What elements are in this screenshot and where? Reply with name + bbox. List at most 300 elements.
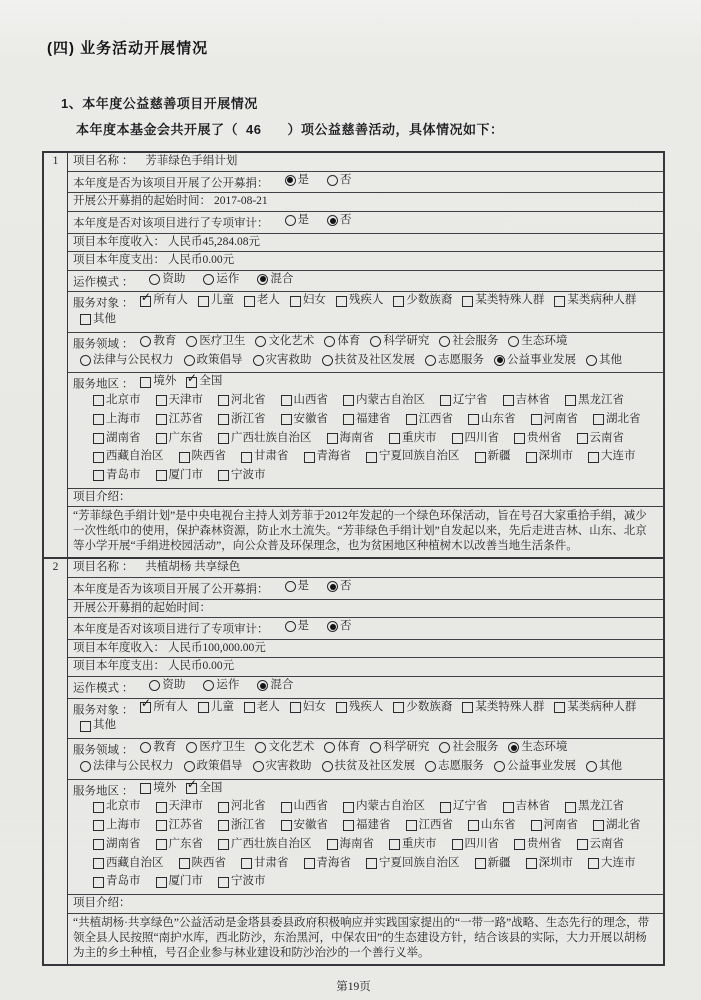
province-option-label: 贵州省 <box>527 837 562 850</box>
radio-icon <box>257 680 268 691</box>
service-field-option[interactable] <box>494 759 576 775</box>
province-option[interactable] <box>304 449 352 465</box>
intro-label: 项目介绍： <box>73 897 131 909</box>
fundraising-start-row <box>68 193 663 212</box>
province-option[interactable] <box>281 799 329 815</box>
province-option[interactable] <box>389 837 437 853</box>
checkbox-icon <box>179 858 190 869</box>
service-target-option-label: 某类病种人群 <box>567 700 637 713</box>
province-option-label: 青岛市 <box>106 875 141 888</box>
province-option-label: 江西省 <box>418 412 453 425</box>
service-target-option-label: 某类病种人群 <box>567 294 637 307</box>
service-target-option-label: 残疾人 <box>348 700 384 713</box>
checkbox-icon <box>93 839 104 850</box>
checkbox-icon <box>343 414 354 425</box>
service-field-option[interactable] <box>508 334 567 350</box>
province-option[interactable] <box>93 449 164 465</box>
service-target-option[interactable] <box>244 700 280 716</box>
service-target-row <box>68 695 663 740</box>
province-option[interactable] <box>327 837 375 853</box>
service-field-option[interactable] <box>186 334 245 350</box>
province-option-label: 北京市 <box>106 394 141 406</box>
service-field-option[interactable] <box>586 353 622 369</box>
province-option-label: 北京市 <box>106 800 141 813</box>
province-option[interactable] <box>156 412 204 428</box>
checkbox-icon <box>389 839 400 850</box>
service-field-option[interactable] <box>439 740 498 756</box>
service-field-option-label: 扶贫及社区发展 <box>334 353 415 366</box>
radio-icon <box>324 742 335 753</box>
province-option[interactable] <box>156 818 204 834</box>
checkbox-icon <box>140 377 151 388</box>
province-option[interactable] <box>514 837 562 853</box>
service-target-option[interactable] <box>198 700 234 716</box>
radio-icon <box>425 761 436 772</box>
service-target-option[interactable] <box>462 293 544 309</box>
expense-row <box>68 252 663 271</box>
province-option[interactable] <box>468 818 516 834</box>
special-audit-option[interactable] <box>327 619 352 635</box>
service-field-option[interactable] <box>80 353 174 369</box>
province-option-label: 上海市 <box>106 819 141 831</box>
province-option[interactable] <box>156 393 204 409</box>
province-option-label: 湖南省 <box>106 431 141 444</box>
summary-line <box>76 119 701 138</box>
province-option[interactable] <box>593 818 641 834</box>
service-field-option-label: 灾害救助 <box>265 353 312 366</box>
province-option-label: 山西省 <box>293 394 328 406</box>
radio-icon <box>370 742 381 753</box>
checkbox-icon <box>336 702 347 713</box>
province-option-label: 安徽省 <box>293 819 328 831</box>
operation-mode-label: 运作模式 ： <box>73 682 134 694</box>
service-field-option[interactable] <box>322 353 416 369</box>
province-option[interactable] <box>503 799 551 815</box>
service-area-option[interactable] <box>186 776 223 797</box>
checkbox-icon <box>440 802 451 813</box>
province-option[interactable] <box>156 468 204 484</box>
checkbox-icon <box>468 414 479 425</box>
service-field-option[interactable] <box>80 759 174 775</box>
province-option-label: 甘肃省 <box>254 450 289 463</box>
service-area-line <box>73 776 658 800</box>
service-field-option[interactable] <box>425 353 484 369</box>
service-field-option[interactable] <box>324 740 360 756</box>
fundraising-start-row <box>68 600 663 619</box>
special-audit-option-label: 是 <box>297 213 309 226</box>
province-option-label: 福建省 <box>356 412 391 425</box>
service-field-option[interactable] <box>370 740 429 756</box>
province-option[interactable] <box>218 412 266 428</box>
checkbox-icon <box>281 414 292 425</box>
checkbox-icon <box>452 433 463 444</box>
checkbox-icon <box>140 783 151 794</box>
checkbox-icon <box>577 433 588 444</box>
province-option[interactable] <box>531 412 579 428</box>
service-area-option-label: 境外 <box>153 375 177 388</box>
province-option-label: 浙江省 <box>231 412 266 425</box>
province-option-label: 云南省 <box>589 431 624 444</box>
service-field-option-label: 志愿服务 <box>438 759 484 772</box>
checkbox-icon <box>565 395 576 406</box>
radio-icon <box>149 680 160 691</box>
service-field-option-label: 社会服务 <box>452 334 499 347</box>
service-field-option[interactable] <box>508 740 567 756</box>
public-fundraising-option[interactable] <box>327 579 352 595</box>
province-option-label: 河北省 <box>231 800 266 813</box>
province-options <box>73 393 658 487</box>
province-option[interactable] <box>503 393 551 409</box>
service-target-row <box>68 289 663 333</box>
province-option-label: 广东省 <box>168 837 203 850</box>
checkbox-icon <box>93 395 104 406</box>
service-target-option[interactable] <box>336 700 384 716</box>
province-option[interactable] <box>218 799 266 815</box>
service-target-option[interactable] <box>198 293 234 309</box>
province-option[interactable] <box>475 856 511 872</box>
special-audit-options <box>269 213 354 229</box>
checkbox-icon <box>186 776 197 794</box>
service-area-option[interactable] <box>186 370 223 390</box>
service-target-option-label: 少数族裔 <box>406 700 453 713</box>
service-area-option[interactable] <box>140 781 176 797</box>
public-fundraising-row <box>68 172 663 194</box>
special-audit-option[interactable] <box>285 213 310 229</box>
province-option[interactable] <box>343 818 391 834</box>
checkbox-icon <box>156 820 167 831</box>
service-target-option-label: 其他 <box>93 719 116 732</box>
intro-text: “共植胡杨·共享绿色”公益活动是金塔县委县政府积极响应并实践国家提出的“一带一路”战略、生态先行的理念，带领全县人民按照“南护水库，西北防沙，东治黑河，中保农田”的生态建设方针，结合该县的实际，大力开展以胡杨为主的乡土种植，号召企业参与林业建设和防沙治沙的一个善行义举。 <box>73 916 650 959</box>
special-audit-options <box>269 620 354 635</box>
service-field-options <box>73 741 625 775</box>
service-field-option[interactable] <box>140 740 176 756</box>
province-option[interactable] <box>366 449 460 465</box>
province-option[interactable] <box>93 412 141 428</box>
service-field-option-label: 医疗卫生 <box>199 741 246 753</box>
service-target-option-label: 妇女 <box>302 294 326 307</box>
service-target-option[interactable] <box>554 700 636 716</box>
service-field-option-label: 生态环境 <box>521 334 568 347</box>
checkbox-icon <box>577 839 588 850</box>
public-fundraising-option[interactable] <box>327 173 352 189</box>
province-option-label: 四川省 <box>464 431 499 444</box>
project-name-row <box>68 559 663 578</box>
expense-label: 项目本年度支出： <box>73 660 165 673</box>
province-option[interactable] <box>241 449 289 465</box>
service-field-option[interactable] <box>255 740 314 756</box>
radio-icon <box>327 215 338 226</box>
section-title: (四) 业务活动开展情况 <box>47 40 209 57</box>
service-field-option-label: 其他 <box>599 759 622 772</box>
province-option-label: 天津市 <box>168 394 203 406</box>
province-option[interactable] <box>93 856 164 872</box>
service-field-option[interactable] <box>255 334 314 350</box>
province-option[interactable] <box>93 799 141 815</box>
province-option[interactable] <box>179 449 227 465</box>
service-target-option-label: 其他 <box>93 313 116 325</box>
province-option-label: 重庆市 <box>402 837 437 850</box>
fundraising-start-label: 开展公开募捐的起始时间： <box>73 195 211 208</box>
service-field-option[interactable] <box>370 334 429 350</box>
intro-label: 项目介绍： <box>73 490 131 503</box>
special-audit-option[interactable] <box>327 213 352 229</box>
checkbox-icon <box>593 414 604 425</box>
province-option[interactable] <box>93 818 141 834</box>
province-option-label: 青海省 <box>316 856 351 869</box>
service-target-option-label: 少数族裔 <box>406 294 453 307</box>
service-area-row <box>68 370 663 489</box>
province-option-label: 深圳市 <box>538 856 573 869</box>
province-option-label: 吉林省 <box>515 394 550 406</box>
projects-table <box>42 151 665 966</box>
checkbox-icon <box>452 839 463 850</box>
radio-icon <box>253 355 264 366</box>
province-option[interactable] <box>440 393 488 409</box>
province-option[interactable] <box>452 837 500 853</box>
checkbox-icon <box>140 695 151 713</box>
radio-icon <box>327 621 338 632</box>
province-option-label: 新疆 <box>487 450 511 463</box>
province-option[interactable] <box>565 799 624 815</box>
province-option[interactable] <box>156 874 204 890</box>
province-option[interactable] <box>526 449 574 465</box>
province-option[interactable] <box>366 856 460 872</box>
radio-icon <box>80 355 91 366</box>
province-option[interactable] <box>93 393 141 409</box>
operation-mode-option-label: 资助 <box>162 272 186 285</box>
province-option[interactable] <box>156 837 204 853</box>
project-block-1 <box>44 153 663 557</box>
operation-mode-option[interactable] <box>257 678 293 694</box>
province-option[interactable] <box>281 393 329 409</box>
province-option-label: 黑龙江省 <box>578 394 624 406</box>
service-target-option[interactable] <box>80 312 116 328</box>
province-option[interactable] <box>93 874 141 890</box>
province-option[interactable] <box>389 431 437 447</box>
service-field-option[interactable] <box>494 353 576 369</box>
province-option-label: 大连市 <box>601 856 636 869</box>
service-target-option[interactable] <box>140 695 188 716</box>
province-option[interactable] <box>156 431 204 447</box>
service-target-option-label: 某类特殊人群 <box>475 294 545 307</box>
service-field-options <box>73 334 625 369</box>
checkbox-icon <box>503 802 514 813</box>
province-option[interactable] <box>218 837 312 853</box>
province-option-label: 陕西省 <box>191 450 226 463</box>
province-option-label: 大连市 <box>601 450 636 463</box>
service-field-option-label: 其他 <box>599 353 622 366</box>
province-option[interactable] <box>304 856 352 872</box>
service-field-option[interactable] <box>253 759 312 775</box>
province-option[interactable] <box>327 431 375 447</box>
checkbox-icon <box>156 395 167 406</box>
province-option-label: 河南省 <box>543 819 578 831</box>
public-fundraising-option[interactable] <box>285 579 310 595</box>
service-target-option[interactable] <box>462 700 544 716</box>
province-option[interactable] <box>531 818 579 834</box>
province-option-label: 宁波市 <box>231 875 266 888</box>
checkbox-icon <box>343 395 354 406</box>
province-option-label: 广西壮族自治区 <box>231 431 312 444</box>
radio-icon <box>255 742 266 753</box>
checkbox-icon <box>290 296 301 307</box>
operation-mode-option[interactable] <box>203 678 239 694</box>
service-field-option[interactable] <box>586 759 622 775</box>
service-field-option-label: 志愿服务 <box>438 353 484 366</box>
province-option-label: 广东省 <box>168 431 203 444</box>
service-target-option[interactable] <box>554 293 636 309</box>
service-field-option-label: 法律与公民权力 <box>93 353 174 366</box>
service-field-option[interactable] <box>184 759 243 775</box>
project-block-2 <box>44 557 663 963</box>
service-target-option-label: 儿童 <box>210 700 234 713</box>
province-option[interactable] <box>565 393 624 409</box>
special-audit-option[interactable] <box>285 619 310 635</box>
province-option[interactable] <box>93 468 141 484</box>
province-option[interactable] <box>343 799 425 815</box>
province-option[interactable] <box>281 412 329 428</box>
service-field-label: 服务领域 ： <box>73 338 134 350</box>
service-field-row <box>68 739 663 780</box>
service-area-option[interactable] <box>140 374 176 390</box>
province-option[interactable] <box>406 818 454 834</box>
province-option-label: 吉林省 <box>515 800 550 813</box>
checkbox-icon <box>389 433 400 444</box>
checkbox-icon <box>336 296 347 307</box>
province-option[interactable] <box>218 393 266 409</box>
checkbox-icon <box>93 414 104 425</box>
project-name-label: 项目名称 ： <box>73 155 134 167</box>
operation-mode-option[interactable] <box>203 272 239 288</box>
province-option[interactable] <box>179 856 227 872</box>
province-option[interactable] <box>343 412 391 428</box>
operation-mode-option[interactable] <box>257 272 293 288</box>
service-field-option[interactable] <box>322 759 416 775</box>
service-target-option-label: 某类特殊人群 <box>475 700 545 713</box>
checkbox-icon <box>565 802 576 813</box>
radio-icon <box>586 761 597 772</box>
province-option[interactable] <box>588 449 636 465</box>
check-icon: ✓ <box>140 695 151 710</box>
service-field-option[interactable] <box>140 334 176 350</box>
checkbox-icon <box>588 858 599 869</box>
service-target-option[interactable] <box>244 293 280 309</box>
public-fundraising-option[interactable] <box>285 173 310 189</box>
province-option[interactable] <box>577 431 625 447</box>
province-option[interactable] <box>468 412 516 428</box>
province-option[interactable] <box>577 837 625 853</box>
province-option[interactable] <box>218 874 266 890</box>
special-audit-label: 本年度是否对该项目进行了专项审计： <box>73 217 269 229</box>
income-label: 项目本年度收入： <box>73 641 165 654</box>
operation-mode-options <box>133 678 295 694</box>
checkbox-icon <box>531 820 542 831</box>
province-option[interactable] <box>440 799 488 815</box>
province-option[interactable] <box>218 818 266 834</box>
service-target-option[interactable] <box>290 293 326 309</box>
public-fundraising-label: 本年度是否为该项目开展了公开募捐： <box>73 176 269 189</box>
checkbox-icon <box>554 296 565 307</box>
service-field-option[interactable] <box>184 353 243 369</box>
service-area-options <box>133 776 225 797</box>
province-option-label: 厦门市 <box>168 469 203 481</box>
service-field-option[interactable] <box>253 353 312 369</box>
province-option-label: 青岛市 <box>106 469 141 481</box>
province-option[interactable] <box>218 431 312 447</box>
province-option[interactable] <box>526 856 574 872</box>
special-audit-row <box>68 618 663 640</box>
checkbox-icon <box>241 452 252 463</box>
checkbox-icon <box>281 802 292 813</box>
province-option-label: 厦门市 <box>168 875 203 888</box>
project-index: 2 <box>44 559 68 963</box>
province-option[interactable] <box>452 431 500 447</box>
province-option[interactable] <box>218 468 266 484</box>
service-target-option[interactable] <box>393 293 452 309</box>
province-option[interactable] <box>514 431 562 447</box>
service-field-option-label: 灾害救助 <box>265 759 312 772</box>
province-option[interactable] <box>93 431 141 447</box>
special-audit-option-label: 否 <box>340 620 352 632</box>
province-option-label: 内蒙古自治区 <box>356 394 425 406</box>
province-option-label: 山东省 <box>481 412 516 425</box>
checkbox-icon <box>281 820 292 831</box>
service-target-option[interactable] <box>290 700 326 716</box>
province-option[interactable] <box>406 412 454 428</box>
operation-mode-option[interactable] <box>149 272 185 288</box>
special-audit-label: 本年度是否对该项目进行了专项审计： <box>73 623 269 636</box>
service-field-option[interactable] <box>186 740 245 756</box>
province-option[interactable] <box>156 799 204 815</box>
checkbox-icon <box>475 858 486 869</box>
checkbox-icon <box>156 414 167 425</box>
checkbox-icon <box>281 395 292 406</box>
radio-icon <box>586 355 597 366</box>
service-target-option[interactable] <box>140 289 188 309</box>
checkbox-icon <box>468 820 479 831</box>
service-target-option[interactable] <box>80 718 116 734</box>
province-option[interactable] <box>93 837 141 853</box>
province-option[interactable] <box>475 449 511 465</box>
radio-icon <box>184 761 195 772</box>
service-field-option[interactable] <box>439 334 498 350</box>
province-option-label: 湖北省 <box>606 819 641 831</box>
income-row <box>68 640 663 659</box>
province-option-label: 河北省 <box>231 394 266 406</box>
service-target-options <box>73 695 639 735</box>
operation-mode-option[interactable] <box>149 678 185 694</box>
operation-mode-row <box>68 677 663 699</box>
income-label: 项目本年度收入： <box>73 235 165 248</box>
province-option[interactable] <box>343 393 425 409</box>
province-option[interactable] <box>588 856 636 872</box>
service-field-option-label: 体育 <box>337 334 361 347</box>
service-target-option[interactable] <box>393 700 452 716</box>
service-field-option-label: 教育 <box>153 334 177 347</box>
province-option-label: 宁夏回族自治区 <box>379 856 460 869</box>
service-field-option[interactable] <box>425 759 484 775</box>
province-option[interactable] <box>241 856 289 872</box>
service-target-option[interactable] <box>336 293 384 309</box>
radio-icon <box>186 336 197 347</box>
service-field-option[interactable] <box>324 334 360 350</box>
province-option[interactable] <box>593 412 641 428</box>
checkbox-icon <box>179 452 190 463</box>
province-option[interactable] <box>281 818 329 834</box>
radio-icon <box>255 336 266 347</box>
subsection-title: 1、本年度公益慈善项目开展情况 <box>61 96 258 111</box>
operation-mode-option-label: 混合 <box>270 272 294 285</box>
